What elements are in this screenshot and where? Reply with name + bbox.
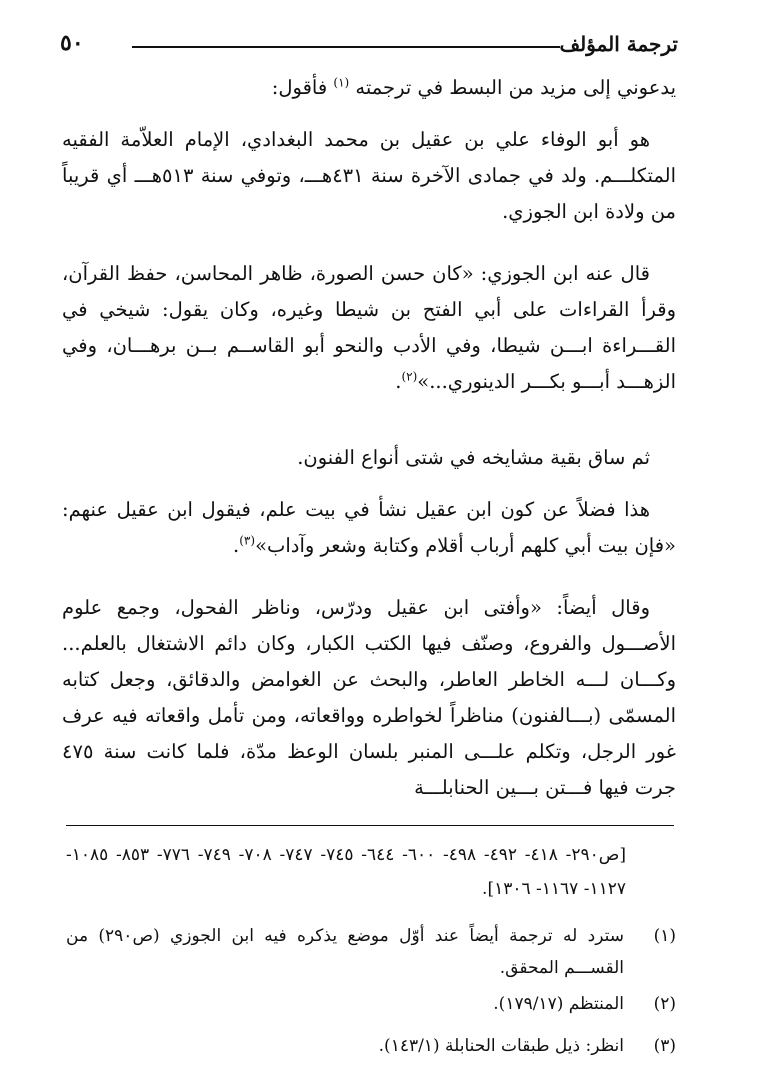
paragraph-quote-text: قال عنه ابن الجوزي: «كان حسن الصورة، ظاهر المحاسن، حفظ القرآن، وقرأ القراءات على أبي الفتح بن شيطا وغيره، وكان يقول: شيخي في القـــراءة ابـــن شيطا، وفي الأدب والنحو أبو القاســم بــن برهـــان، وفي الزهـــد أبـــو بكـــر الدينوري...»	[62, 262, 676, 393]
footnote-2	[66, 988, 676, 1020]
footnote-text: المنتظم (١٧٩/١٧).	[493, 994, 624, 1014]
paragraph-family-text: هذا فضلاً عن كون ابن عقيل نشأ في بيت علم، فيقول ابن عقيل عنهم: «فإن بيت أبي كلهم أرباب أقلام وكتابة وشعر وآداب»	[62, 498, 676, 557]
paragraph-intro-text: يدعوني إلى مزيد من البسط في ترجمته	[355, 76, 676, 99]
running-title: ترجمة المؤلف	[559, 32, 678, 56]
footnote-1	[66, 920, 676, 984]
footnote-ref-1[interactable]: (١)	[333, 75, 350, 90]
paragraph-family	[62, 492, 676, 564]
paragraph-quote-ibn-jawzi	[62, 256, 676, 400]
paragraph-intro	[62, 70, 676, 106]
footnote-3	[66, 1030, 676, 1062]
header-rule	[132, 46, 560, 48]
paragraph-teachers: ثم ساق بقية مشايخه في شتى أنواع الفنون.	[297, 446, 650, 469]
footnote-number: (٢)	[653, 994, 676, 1014]
footnote-ref-3[interactable]: (٣)	[239, 533, 256, 548]
footnote-number: (١)	[653, 926, 676, 946]
footnote-number: (٣)	[653, 1036, 676, 1056]
paragraph-quote-end: .	[395, 370, 402, 393]
footnote-ref-2[interactable]: (٢)	[401, 369, 418, 384]
paragraph-biography: هو أبو الوفاء علي بن عقيل بن محمد البغدادي، الإمام العلاّمة الفقيه المتكلـــم. ولد في جمادى الآخرة سنة ٤٣١هـــ، وتوفي سنة ٥١٣هـــ أي قريباً من ولادة ابن الجوزي.	[62, 128, 676, 223]
paragraph-intro-end: فأقول:	[271, 76, 334, 99]
footnote-text: سترد له ترجمة أيضاً عند أوّل موضع يذكره فيه ابن الجوزي (ص٢٩٠) من القســـم المحقق.	[66, 926, 624, 978]
paragraph-family-end: .	[233, 534, 240, 557]
paragraph-fatwa: وقال أيضاً: «وأفتى ابن عقيل ودرّس، وناظر الفحول، وجمع علوم الأصـــول والفروع، وصنّف فيها الكتب الكبار، وكان دائم الاشتغال بالعلم... وكـــان لـــه الخاطر العاطر، والبحث عن الغوامض والدقائق، وجعل كتابه المسمّى (بـــالفنون) مناظراً لخواطره وواقعاته، ومن تأمل واقعاته فيه عرف غور الرجل، وتكلم علـــى المنبر بلسان الوعظ مدّة، فلما كانت سنة ٤٧٥ جرت فيها فـــتن بـــين الحنابلـــة	[62, 596, 676, 799]
footnote-text: انظر: ذيل طبقات الحنابلة (١٤٣/١).	[378, 1036, 624, 1056]
footnote-separator	[66, 825, 674, 826]
page-references: [ص٢٩٠- ٤١٨- ٤٩٢- ٤٩٨- ٦٠٠- ٦٤٤- ٧٤٥- ٧٤٧- ٧٠٨- ٧٤٩- ٧٧٦- ٨٥٣- ١٠٨٥- ١١٢٧- ١١٦٧- ١٣٠٦].	[66, 845, 626, 899]
page-number: ٥٠	[60, 30, 84, 56]
page-header	[60, 32, 678, 60]
